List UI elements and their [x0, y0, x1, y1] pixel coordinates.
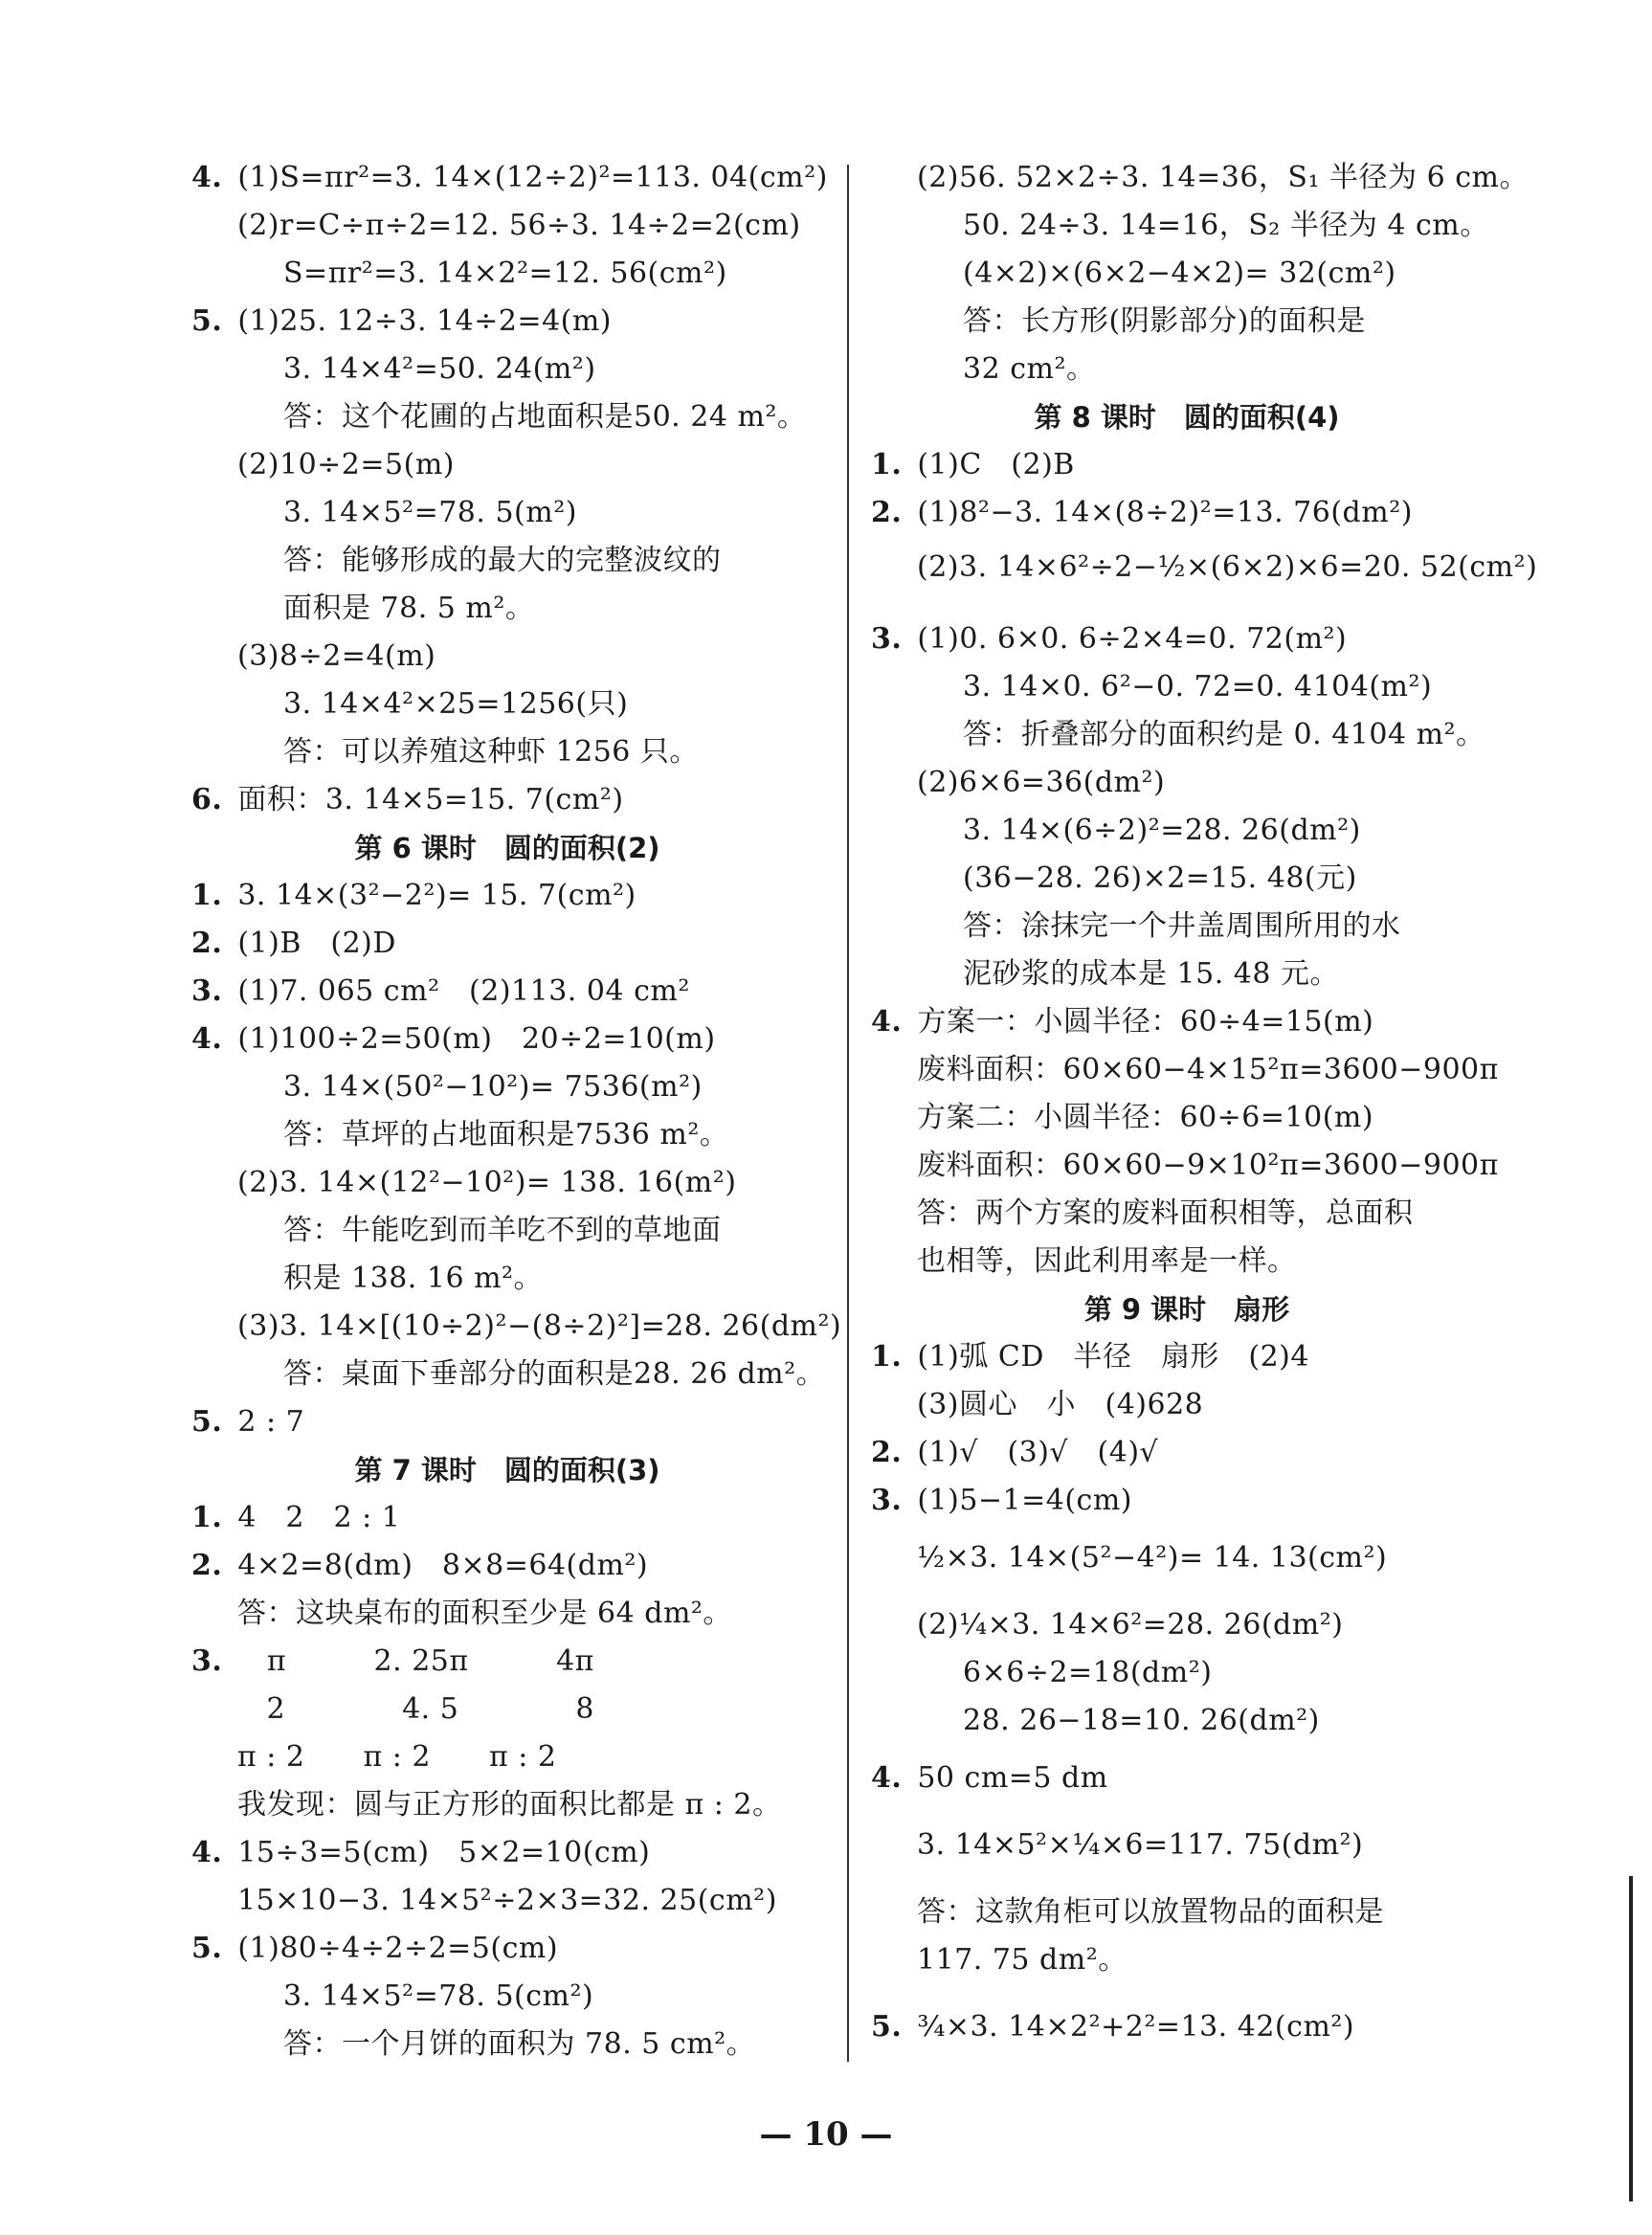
line-text: 15×10−3. 14×5²÷2×3=32. 25(cm²) — [237, 1884, 777, 1917]
line-text: (3)圆心 小 (4)628 — [917, 1388, 1204, 1421]
answer-line — [283, 687, 628, 722]
answer-line — [917, 1541, 1387, 1576]
answer-line — [917, 1149, 1499, 1183]
answer-line — [237, 1309, 841, 1344]
line-text: 面积：3. 14×5=15. 7(cm²) — [237, 783, 624, 816]
line-text: 4×2=8(dm) 8×8=64(dm²) — [237, 1549, 649, 1582]
answer-line — [917, 1388, 1203, 1422]
line-text: (4×2)×(6×2−4×2)= 32(cm²) — [963, 257, 1396, 290]
line-text: 4 2 2 : 1 — [237, 1501, 401, 1534]
answer-line — [283, 1357, 825, 1392]
line-text: 答：折叠部分的面积约是 0. 4104 m²。 — [963, 718, 1485, 751]
answer-line — [963, 1704, 1320, 1738]
line-text: (1)√ (3)√ (4)√ — [917, 1436, 1159, 1469]
question-line — [871, 1436, 1158, 1470]
line-text: 3. 14×0. 6²−0. 72=0. 4104(m²) — [963, 670, 1433, 704]
question-line — [191, 1932, 558, 1966]
line-text: 废料面积：60×60−9×10²π=3600−900π — [917, 1149, 1499, 1182]
line-text: 2 4. 5 8 — [237, 1692, 594, 1726]
question-number: 5. — [191, 1405, 223, 1439]
question-line — [871, 448, 1075, 482]
line-text: 3. 14×(50²−10²)= 7536(m²) — [283, 1070, 703, 1104]
question-line — [191, 1022, 716, 1057]
question-line — [871, 1484, 1132, 1518]
line-text: (1)0. 6×0. 6÷2×4=0. 72(m²) — [917, 622, 1348, 656]
line-text: 答：涂抹完一个井盖周围所用的水 — [963, 909, 1401, 943]
question-line — [191, 927, 396, 961]
line-text: 3. 14×4²×25=1256(只) — [283, 687, 629, 721]
line-text: 面积是 78. 5 m²。 — [283, 592, 535, 625]
line-text: (1)80÷4÷2÷2=5(cm) — [237, 1932, 559, 1965]
answer-line — [283, 352, 596, 387]
line-text: 3. 14×(3²−2²)= 15. 7(cm²) — [237, 879, 636, 912]
line-text: 答：草坪的占地面积是7536 m²。 — [283, 1118, 729, 1151]
answer-line — [283, 400, 806, 435]
question-number: 1. — [871, 1340, 903, 1374]
question-line — [871, 1005, 1373, 1039]
line-text: 50. 24÷3. 14=16，S₂ 半径为 4 cm。 — [963, 209, 1489, 242]
page-number: — 10 — — [759, 2115, 893, 2154]
answer-line — [237, 1740, 556, 1775]
line-text: (1)7. 065 cm² (2)113. 04 cm² — [237, 974, 690, 1008]
answer-line — [963, 1656, 1212, 1690]
answer-line — [283, 1262, 543, 1296]
question-number: 4. — [871, 1761, 903, 1795]
question-line — [871, 622, 1347, 657]
answer-line — [237, 1788, 782, 1822]
line-text: 6×6÷2=18(dm²) — [963, 1656, 1213, 1689]
answer-line — [283, 544, 722, 578]
line-text: ½×3. 14×(5²−4²)= 14. 13(cm²) — [917, 1541, 1388, 1575]
line-text: (1)弧 CD 半径 扇形 (2)4 — [917, 1340, 1309, 1374]
line-text: (2)56. 52×2÷3. 14=36，S₁ 半径为 6 cm。 — [917, 161, 1529, 194]
answer-line — [963, 814, 1361, 848]
answer-line — [917, 161, 1529, 195]
line-text: (1)B (2)D — [237, 927, 396, 960]
line-text: (1)S=πr²=3. 14×(12÷2)²=113. 04(cm²) — [237, 161, 828, 194]
answer-line — [963, 957, 1339, 992]
question-line — [871, 1340, 1309, 1375]
question-number: 4. — [871, 1005, 903, 1039]
line-text: π 2. 25π 4π — [237, 1644, 594, 1678]
line-text: (1)25. 12÷3. 14÷2=4(m) — [237, 304, 613, 338]
section-heading: 第 9 课时 扇形 — [1083, 1293, 1290, 1326]
question-number: 5. — [191, 1932, 223, 1965]
line-text: 3. 14×5²=78. 5(cm²) — [283, 1979, 594, 2013]
question-number: 1. — [191, 879, 223, 912]
question-line — [191, 1644, 594, 1679]
question-line — [191, 783, 624, 817]
answer-line — [283, 2027, 755, 2062]
answer-line — [917, 766, 1165, 800]
question-line — [191, 1501, 400, 1535]
question-number: 1. — [191, 1501, 223, 1534]
question-number: 3. — [191, 1644, 223, 1678]
line-text: (2)10÷2=5(m) — [237, 448, 455, 481]
question-number: 5. — [191, 304, 223, 338]
question-number: 2. — [191, 1549, 223, 1582]
question-line — [191, 1405, 304, 1440]
line-text: ¾×3. 14×2²+2²=13. 42(cm²) — [917, 2010, 1355, 2044]
question-number: 2. — [871, 496, 903, 529]
line-text: 答：一个月饼的面积为 78. 5 cm²。 — [283, 2027, 756, 2061]
line-text: (3)3. 14×[(10÷2)²−(8÷2)²]=28. 26(dm²) — [237, 1309, 842, 1343]
line-text: (2)3. 14×(12²−10²)= 138. 16(m²) — [237, 1166, 737, 1199]
answer-line — [963, 209, 1489, 243]
line-text: (1)8²−3. 14×(8÷2)²=13. 76(dm²) — [917, 496, 1413, 529]
line-text: 答：这块桌布的面积至少是 64 dm²。 — [237, 1597, 732, 1630]
answer-line — [917, 1608, 1343, 1643]
question-line — [191, 1549, 648, 1583]
line-text: 方案二：小圆半径：60÷6=10(m) — [917, 1101, 1374, 1134]
line-text: 3. 14×4²=50. 24(m²) — [283, 352, 596, 386]
answer-line — [917, 1828, 1363, 1863]
question-line — [191, 161, 828, 195]
answer-line — [237, 448, 455, 482]
answer-line — [283, 496, 577, 530]
section-heading: 第 8 课时 圆的面积(4) — [1034, 401, 1340, 434]
answer-line — [963, 257, 1396, 291]
answer-line — [283, 257, 727, 291]
answer-line — [917, 550, 1537, 585]
line-text: 答：可以养殖这种虾 1256 只。 — [283, 735, 699, 769]
answer-line — [963, 718, 1485, 752]
answer-line — [237, 209, 801, 243]
line-text: π : 2 π : 2 π : 2 — [237, 1740, 557, 1774]
answer-line — [283, 1070, 703, 1105]
line-text: (2)¼×3. 14×6²=28. 26(dm²) — [917, 1608, 1344, 1642]
question-line — [871, 1761, 1108, 1796]
section-heading: 第 7 课时 圆的面积(3) — [354, 1454, 660, 1486]
line-text: (2)3. 14×6²÷2−½×(6×2)×6=20. 52(cm²) — [917, 550, 1538, 584]
answer-line — [237, 1692, 594, 1727]
line-text: 32 cm²。 — [963, 352, 1096, 386]
question-number: 3. — [871, 622, 903, 656]
question-number: 6. — [191, 783, 223, 816]
answer-line — [917, 1895, 1384, 1930]
line-text: 也相等，因此利用率是一样。 — [917, 1244, 1297, 1278]
line-text: (1)100÷2=50(m) 20÷2=10(m) — [237, 1022, 716, 1056]
answer-line — [237, 1884, 777, 1918]
line-text: 方案一：小圆半径：60÷4=15(m) — [917, 1005, 1374, 1039]
answer-line — [917, 1943, 1127, 1978]
question-line — [191, 304, 612, 339]
line-text: 废料面积：60×60−4×15²π=3600−900π — [917, 1053, 1499, 1086]
question-line — [871, 2010, 1354, 2045]
line-text: 答：长方形(阴影部分)的面积是 — [963, 304, 1366, 338]
line-text: (1)5−1=4(cm) — [917, 1484, 1133, 1517]
answer-line — [963, 304, 1366, 339]
answer-line — [283, 1214, 722, 1248]
section-heading: 第 6 课时 圆的面积(2) — [354, 832, 660, 864]
question-number: 4. — [191, 1022, 223, 1056]
line-text: 28. 26−18=10. 26(dm²) — [963, 1704, 1320, 1737]
answer-line — [283, 1118, 728, 1152]
line-text: (1)C (2)B — [917, 448, 1075, 481]
line-text: S=πr²=3. 14×2²=12. 56(cm²) — [283, 257, 727, 290]
answer-line — [283, 735, 699, 770]
question-line — [191, 974, 690, 1009]
answer-line — [237, 1597, 732, 1631]
column-divider — [847, 165, 849, 2062]
answer-line — [963, 352, 1096, 387]
line-text: 15÷3=5(cm) 5×2=10(cm) — [237, 1836, 651, 1869]
answer-line — [963, 909, 1401, 944]
question-line — [871, 496, 1413, 530]
line-text: 我发现：圆与正方形的面积比都是 π : 2。 — [237, 1788, 782, 1822]
line-text: 2 : 7 — [237, 1405, 305, 1439]
answer-line — [917, 1101, 1373, 1135]
line-text: (2)r=C÷π÷2=12. 56÷3. 14÷2=2(cm) — [237, 209, 801, 242]
line-text: 3. 14×5²=78. 5(m²) — [283, 496, 577, 529]
answer-line — [283, 1979, 593, 2014]
question-number: 5. — [871, 2010, 903, 2044]
line-text: (3)8÷2=4(m) — [237, 639, 436, 673]
question-number: 4. — [191, 1836, 223, 1869]
question-line — [191, 879, 636, 913]
answer-line — [917, 1053, 1499, 1087]
answer-line — [237, 639, 435, 674]
line-text: 答：这款角柜可以放置物品的面积是 — [917, 1895, 1384, 1929]
question-number: 2. — [191, 927, 223, 960]
question-number: 4. — [191, 161, 223, 194]
answer-line — [283, 592, 534, 626]
question-line — [191, 1836, 650, 1870]
line-text: 答：能够形成的最大的完整波纹的 — [283, 544, 722, 577]
question-number: 3. — [191, 974, 223, 1008]
line-text: (36−28. 26)×2=15. 48(元) — [963, 861, 1357, 895]
answer-line — [963, 670, 1432, 704]
line-text: 泥砂浆的成本是 15. 48 元。 — [963, 957, 1339, 991]
line-text: 答：两个方案的废料面积相等，总面积 — [917, 1196, 1414, 1230]
line-text: 积是 138. 16 m²。 — [283, 1262, 544, 1295]
line-text: 50 cm=5 dm — [917, 1761, 1108, 1795]
question-number: 3. — [871, 1484, 903, 1517]
answer-line — [917, 1196, 1414, 1231]
answer-line — [963, 861, 1357, 896]
line-text: 3. 14×(6÷2)²=28. 26(dm²) — [963, 814, 1361, 847]
answer-line — [917, 1244, 1297, 1279]
line-text: 答：牛能吃到而羊吃不到的草地面 — [283, 1214, 722, 1247]
line-text: (2)6×6=36(dm²) — [917, 766, 1166, 799]
line-text: 答：这个花圃的占地面积是50. 24 m²。 — [283, 400, 807, 434]
question-number: 1. — [871, 448, 903, 481]
question-number: 2. — [871, 1436, 903, 1469]
line-text: 答：桌面下垂部分的面积是28. 26 dm²。 — [283, 1357, 826, 1391]
line-text: 117. 75 dm²。 — [917, 1943, 1127, 1977]
answer-line — [237, 1166, 736, 1200]
line-text: 3. 14×5²×¼×6=117. 75(dm²) — [917, 1828, 1364, 1862]
